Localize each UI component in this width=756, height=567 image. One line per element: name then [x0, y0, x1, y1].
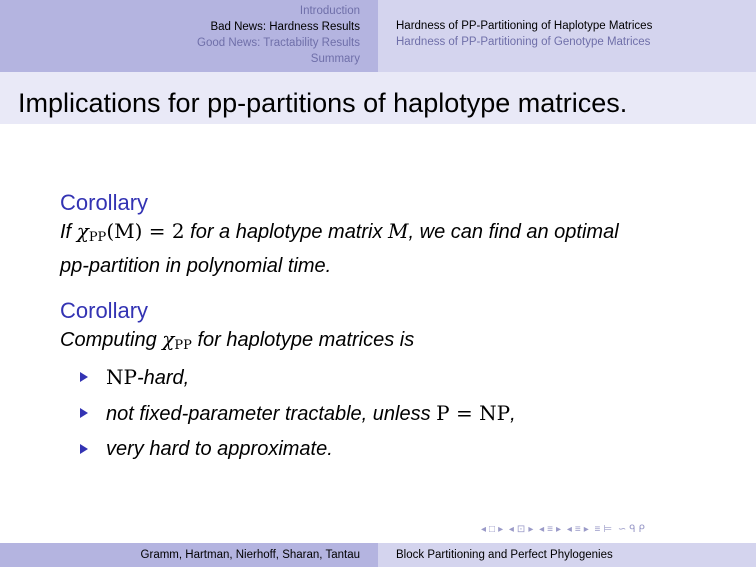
footer-authors: Gramm, Hartman, Nierhoff, Sharan, Tantau: [0, 543, 378, 567]
list-item: [80, 435, 740, 471]
nav-next-icon[interactable]: ▸: [498, 524, 504, 535]
align-icon[interactable]: ≡: [594, 524, 601, 535]
math-p-equals-np: P = NP: [436, 401, 511, 425]
section-navigation: [0, 0, 378, 72]
corollary-block-2: [60, 297, 740, 360]
corollary-text: for haplotype matrices is: [197, 329, 415, 351]
corollary-title: Corollary: [60, 298, 149, 323]
math-expression: (M) = 2: [106, 219, 185, 243]
nav-next-icon[interactable]: ▸: [583, 524, 589, 535]
math-np: NP: [106, 365, 137, 389]
triangle-bullet-icon: [80, 372, 88, 382]
property-list: [80, 363, 740, 471]
nav-prev-icon[interactable]: ◂: [481, 524, 487, 535]
list-item: [80, 363, 740, 399]
document-icon[interactable]: ≡: [574, 524, 581, 535]
nav-prev-icon[interactable]: ◂: [539, 524, 545, 535]
list-item-text: ,: [510, 403, 516, 425]
nav-prev-icon[interactable]: ◂: [508, 524, 514, 535]
triangle-bullet-icon: [80, 408, 88, 418]
chi-symbol: χ: [162, 327, 175, 351]
frame-title: Implications for pp-partitions of haplotype matrices.: [0, 72, 756, 124]
list-item-text: -hard,: [136, 367, 190, 389]
list-item-text: very hard to approximate.: [106, 438, 333, 460]
corollary-text: If: [60, 221, 72, 243]
math-variable: M: [388, 219, 409, 243]
search-icon[interactable]: ᑭ: [638, 524, 645, 535]
subsection-icon[interactable]: ⊡: [516, 524, 526, 535]
nav-section-summary[interactable]: Summary: [310, 53, 360, 65]
footer-title: Block Partitioning and Perfect Phylogenies: [378, 543, 756, 567]
corollary-text: , we can find an optimal: [408, 221, 619, 243]
frame-icon[interactable]: □: [489, 524, 496, 535]
corollary-text: pp-partition in polynomial time.: [60, 255, 332, 277]
nav-section-introduction[interactable]: Introduction: [299, 5, 360, 17]
triangle-bullet-icon: [80, 444, 88, 454]
list-item: [80, 399, 740, 435]
section-icon[interactable]: ≡: [547, 524, 553, 535]
corollary-title: Corollary: [60, 190, 149, 215]
nav-section-good-news[interactable]: Good News: Tractability Results: [197, 37, 360, 49]
nav-subsection-genotype[interactable]: Hardness of PP-Partitioning of Genotype Matrices: [396, 36, 651, 48]
nav-prev-icon[interactable]: ◂: [566, 524, 572, 535]
undo-icon[interactable]: ∽: [617, 524, 627, 535]
toc-icon[interactable]: ⊨: [603, 524, 613, 535]
nav-next-icon[interactable]: ▸: [556, 524, 562, 535]
corollary-body: [60, 325, 740, 360]
corollary-text: Computing: [60, 329, 157, 351]
pp-subscript: PP: [174, 338, 192, 353]
search-icon[interactable]: ᑫ: [629, 524, 636, 535]
pp-subscript: PP: [88, 230, 107, 245]
corollary-body: [60, 217, 740, 280]
nav-next-icon[interactable]: ▸: [528, 524, 534, 535]
list-item-text: not fixed-parameter tractable, unless: [106, 403, 431, 425]
nav-subsection-haplotype[interactable]: Hardness of PP-Partitioning of Haplotype Matrices: [396, 20, 653, 32]
chi-symbol: χ: [76, 219, 89, 243]
subsection-navigation: [378, 0, 756, 72]
navigation-symbols: [481, 523, 751, 537]
corollary-block-1: [60, 189, 740, 280]
nav-section-bad-news[interactable]: Bad News: Hardness Results: [210, 21, 360, 33]
corollary-text: for a haplotype matrix: [190, 221, 383, 243]
